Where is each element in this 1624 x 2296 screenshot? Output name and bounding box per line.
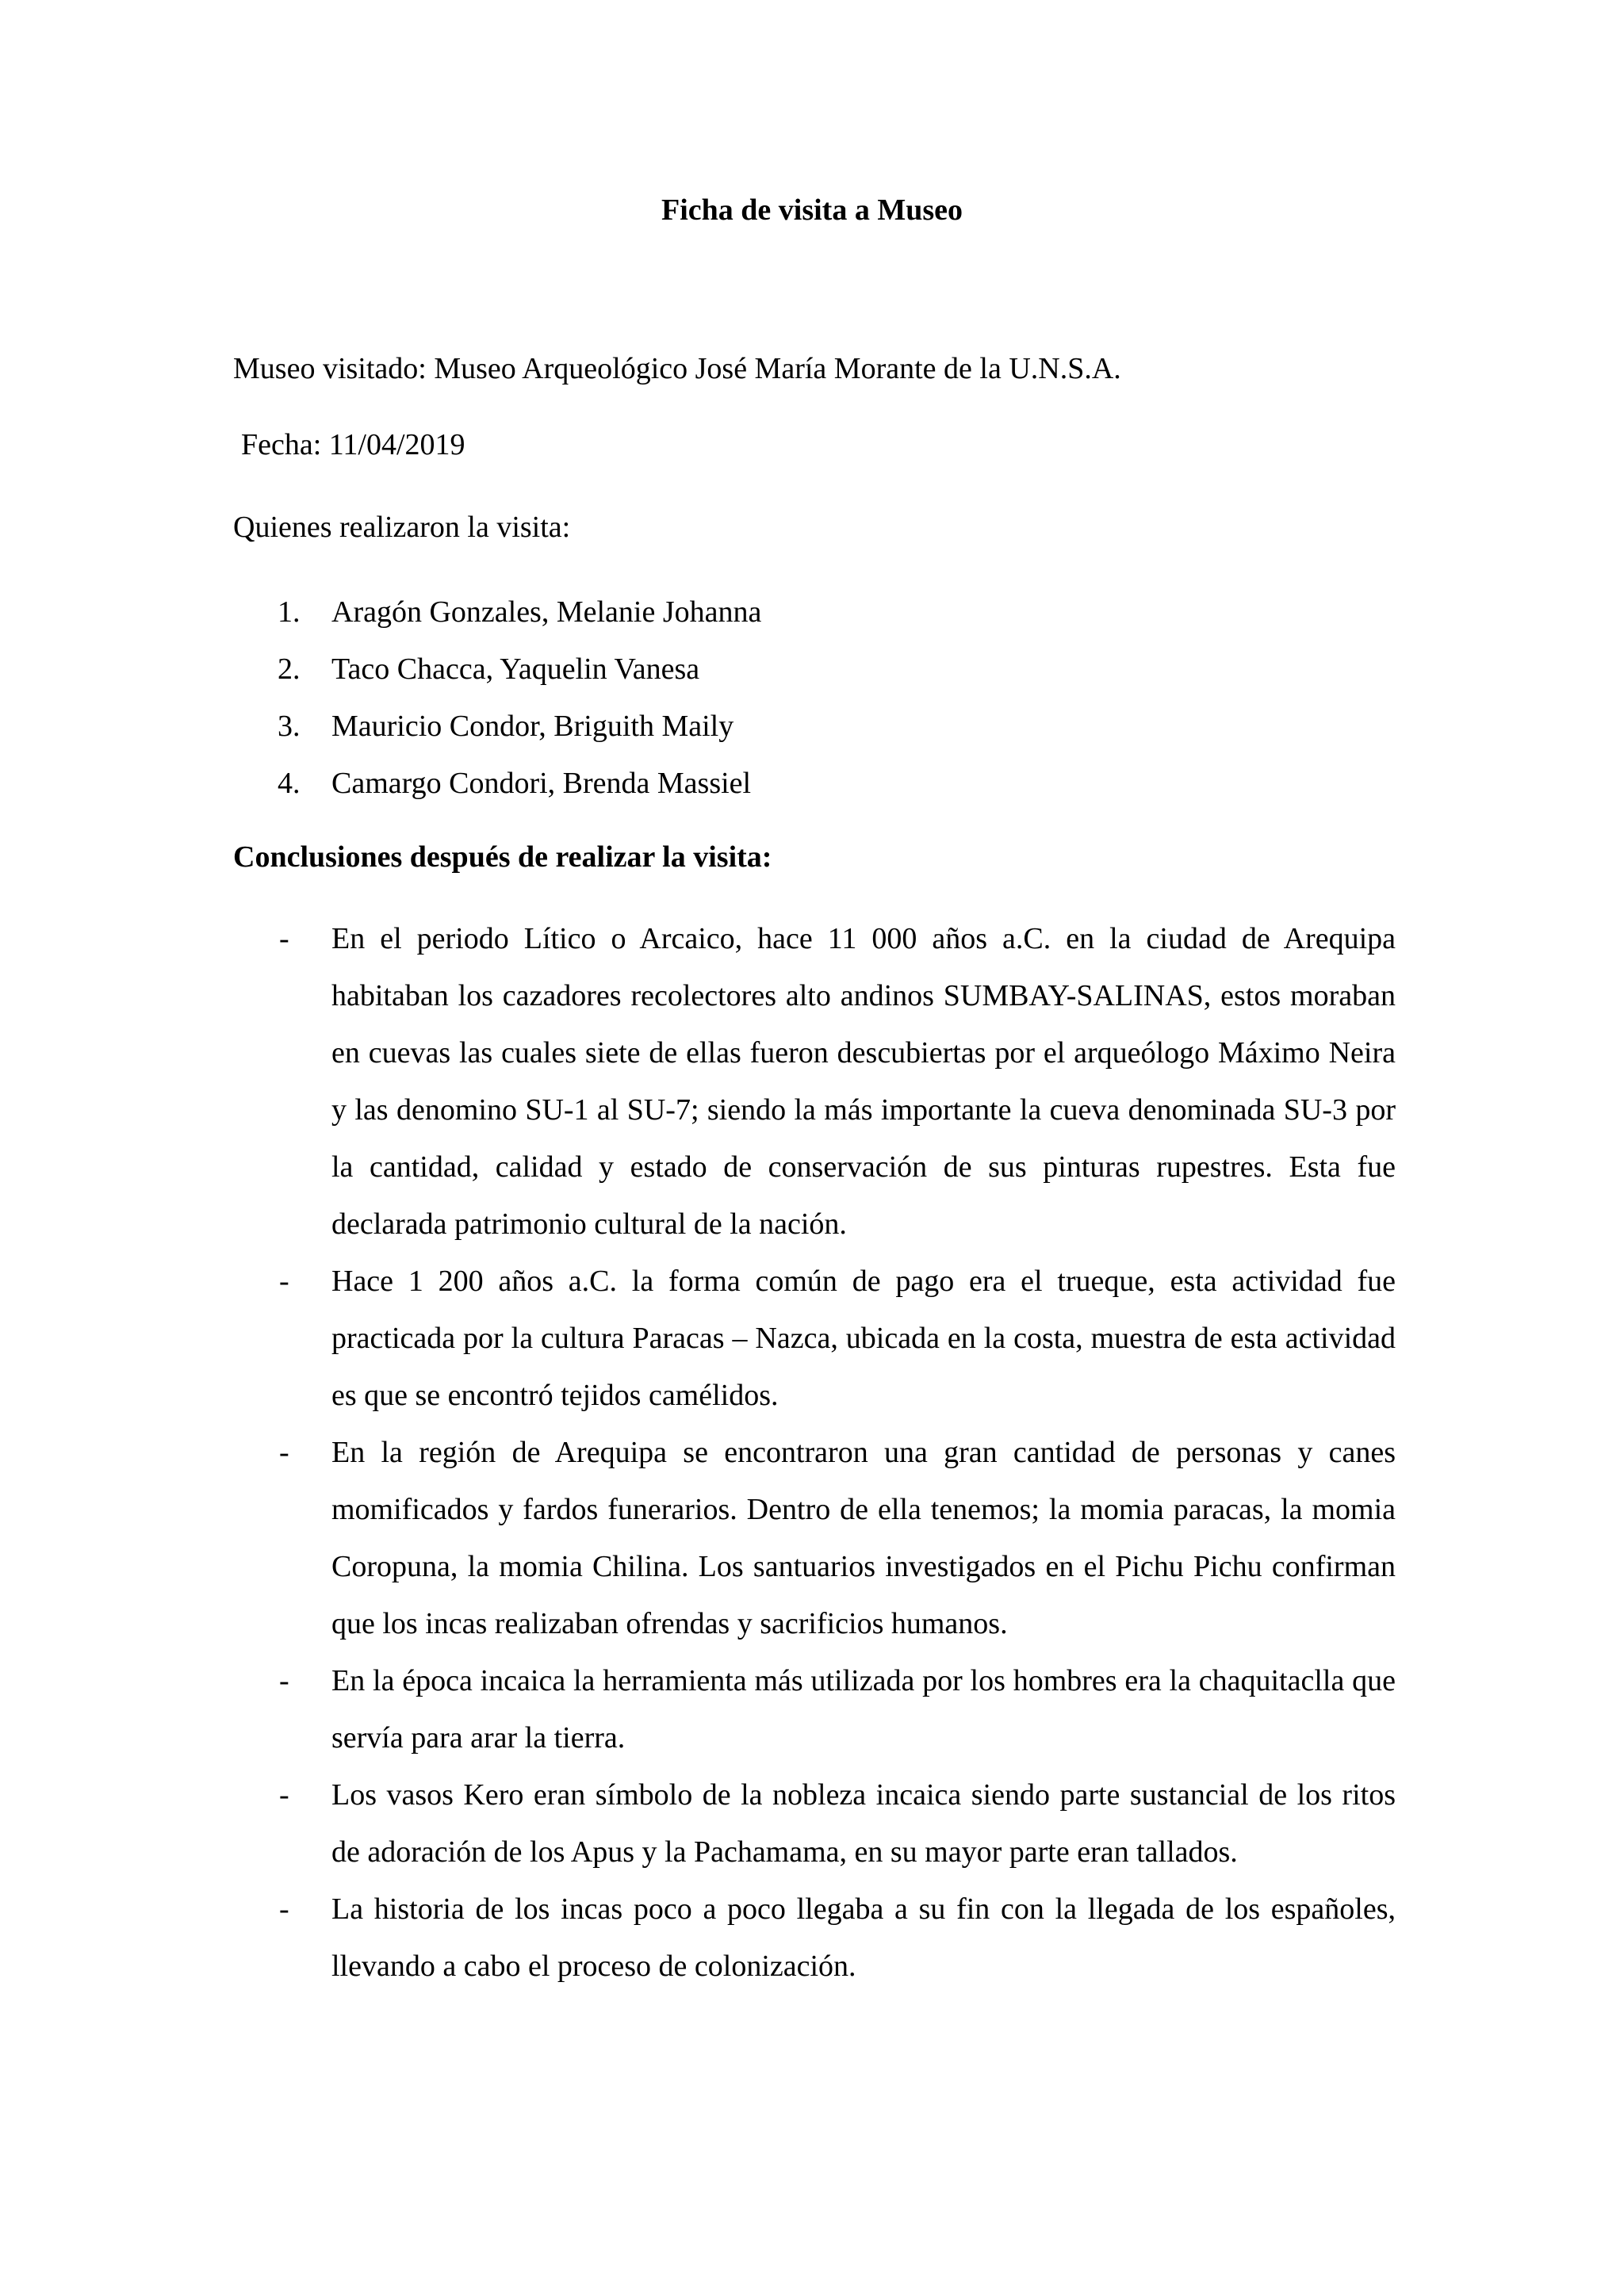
visitor-name: Taco Chacca, Yaquelin Vanesa: [331, 652, 700, 686]
list-item: [278, 584, 761, 641]
list-number: 1.: [278, 595, 301, 629]
conclusion-text: Hace 1 200 años a.C. la forma común de pago era el trueque, esta actividad fue practicada por la cultura Paracas – Nazca, ubicada en la costa, muestra de esta actividad es que se encontró tejidos camélidos.: [331, 1265, 1396, 1412]
list-item: [278, 755, 761, 812]
list-item: [279, 1652, 1396, 1766]
document-title: Ficha de visita a Museo: [661, 193, 963, 227]
conclusion-text: La historia de los incas poco a poco llegaba a su fin con la llegada de los españoles, llevando a cabo el proceso de colonización.: [331, 1892, 1396, 1983]
conclusion-text: Los vasos Kero eran símbolo de la nobleza incaica siendo parte sustancial de los ritos de adoración de los Apus y la Pachamama, en su mayor parte eran tallados.: [331, 1778, 1396, 1869]
list-dash: -: [279, 1892, 289, 1926]
list-dash: -: [279, 922, 289, 955]
list-dash: -: [279, 1265, 289, 1298]
museum-visited: Museo visitado: Museo Arqueológico José María Morante de la U.N.S.A.: [233, 352, 1121, 385]
conclusions-list: [279, 910, 1396, 1995]
list-dash: -: [279, 1664, 289, 1697]
visit-date: Fecha: 11/04/2019: [241, 428, 465, 461]
conclusions-heading: Conclusiones después de realizar la visita:: [233, 840, 772, 874]
list-item: [279, 1766, 1396, 1881]
visitors-list: [278, 584, 761, 812]
list-item: [279, 910, 1396, 1253]
list-number: 3.: [278, 710, 301, 743]
list-item: [278, 641, 761, 698]
list-dash: -: [279, 1778, 289, 1812]
visitor-name: Camargo Condori, Brenda Massiel: [331, 767, 752, 800]
list-number: 2.: [278, 652, 301, 686]
list-item: [279, 1424, 1396, 1652]
conclusion-text: En el periodo Lítico o Arcaico, hace 11 000 años a.C. en la ciudad de Arequipa habitaban los cazadores recolectores alto andinos SUMBAY-SALINAS, estos moraban en cuevas las cuales siete de ellas fueron descubiertas por el arqueólogo Máximo Neira y las denomino SU-1 al SU-7; siendo la más importante la cueva denominada SU-3 por la cantidad, calidad y estado de conservación de sus pinturas rupestres. Esta fue declarada patrimonio cultural de la nación.: [331, 922, 1396, 1241]
list-item: [279, 1253, 1396, 1424]
list-item: [279, 1881, 1396, 1995]
visitors-label: Quienes realizaron la visita:: [233, 511, 571, 544]
list-number: 4.: [278, 767, 301, 800]
list-dash: -: [279, 1436, 289, 1469]
conclusion-text: En la región de Arequipa se encontraron una gran cantidad de personas y canes momificados y fardos funerarios. Dentro de ella tenemos; la momia paracas, la momia Coropuna, la momia Chilina. Los santuarios investigados en el Pichu Pichu confirman que los incas realizaban ofrendas y sacrificios humanos.: [331, 1436, 1396, 1640]
list-item: [278, 698, 761, 755]
visitor-name: Mauricio Condor, Briguith Maily: [331, 710, 734, 743]
visitor-name: Aragón Gonzales, Melanie Johanna: [331, 595, 762, 629]
conclusion-text: En la época incaica la herramienta más utilizada por los hombres era la chaquitaclla que servía para arar la tierra.: [331, 1664, 1396, 1755]
